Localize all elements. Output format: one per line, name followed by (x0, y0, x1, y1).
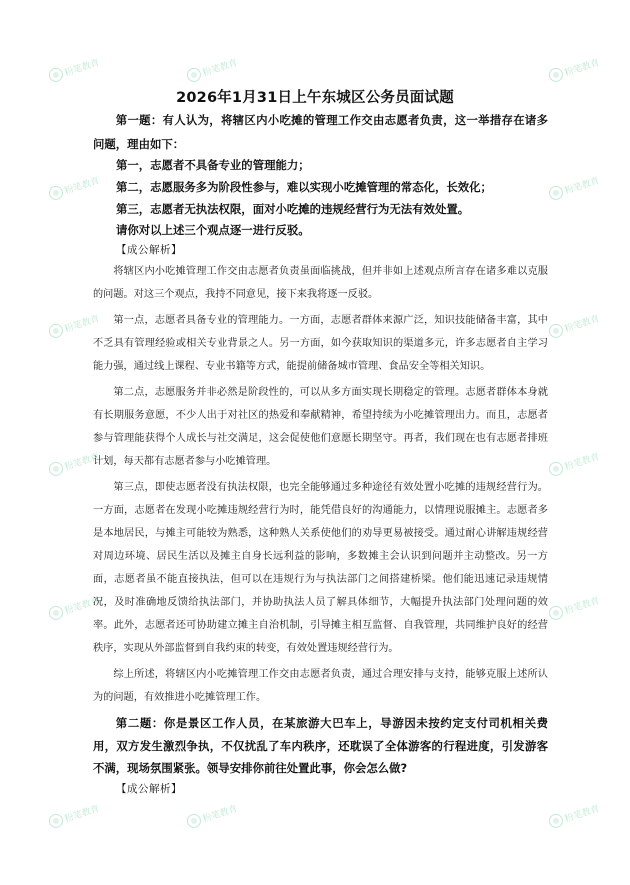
analysis-paragraph: 第三点，即使志愿者没有执法权限，也完全能够通过多种途径有效处置小吃摊的违规经营行为。一方面，志愿者在发现小吃摊违规经营行为时，能凭借良好的沟通能力，以情理说服摊主。志愿者多是本地居民，与摊主可能较为熟悉，这种熟人关系使他们的劝导更易被接受。通过耐心讲解违规经营对周边环境、居民生活以及摊主自身长远利益的影响，多数摊主会认识到问题并主动整改。另一方面，志愿者虽不能直接执法，但可以在违规行为与执法部门之间搭建桥梁。他们能迅速记录违规情况，及时准确地反馈给执法部门，并协助执法人员了解具体细节，大幅提升执法部门处理问题的效率。此外，志愿者还可协助建立摊主自治机制，引导摊主相互监督、自我管理，共同维护良好的经营秩序，实现从外部监督到自我约束的转变，有效处置违规经营行为。 (93, 482, 548, 654)
question-1-point-3: 第三，志愿者无执法权限，面对小吃摊的违规经营行为无法有效处置。 (116, 202, 470, 216)
analysis-paragraph: 第二点，志愿服务并非必然是阶段性的，可以从多方面实现长期稳定的管理。志愿者群体本身就有长期服务意愿，不少人出于对社区的热爱和奉献精神，希望持续为小吃摊管理出力。而且，志愿者参与管理能获得个人成长与社交满足，这会促使他们意愿长期坚守。再者，我们现在也有志愿者排班计划，每天都有志愿者参与小吃摊管理。 (93, 387, 548, 467)
watermark-icon: 粉笔教育 (47, 172, 101, 201)
question-2-text: 第二题：你是景区工作人员，在某旅游大巴车上，导游因未按约定支付司机相关费用，双方发生激烈争执，不仅扰乱了车内秩序，还耽误了全体游客的行程进度，引发游客不满，现场氛围紧张。领导安排你前往处置此事，你会怎么做? (93, 716, 548, 775)
watermark-icon: 粉笔教育 (547, 310, 601, 339)
question-1-ask: 请你对以上述三个观点逐一进行反驳。 (116, 223, 310, 237)
fenbi-logo-icon (547, 460, 565, 478)
question-1-intro: 第一题：有人认为，将辖区内小吃摊的管理工作交由志愿者负责，这一举措存在诸多问题，理由如下： (93, 113, 548, 151)
analysis-paragraph: 第一点，志愿者具备专业的管理能力。一方面，志愿者群体来源广泛，知识技能储备丰富，其中不乏具有管理经验或相关专业背景之人。另一方面，如今获取知识的渠道多元，许多志愿者自主学习能力强，通过线上课程、专业书籍等方式，能提前储备城市管理、食品安全等相关知识。 (93, 315, 548, 372)
watermark-icon: 粉笔教育 (185, 800, 239, 829)
fenbi-logo-icon (547, 66, 565, 84)
fenbi-logo-icon (47, 812, 65, 830)
fenbi-logo-icon (47, 604, 65, 622)
fenbi-logo-icon (185, 812, 203, 830)
analysis-body (93, 260, 548, 709)
watermark-icon: 粉笔教育 (47, 54, 101, 83)
watermark-icon: 粉笔教育 (185, 54, 239, 83)
fenbi-logo-icon (47, 184, 65, 202)
fenbi-logo-icon (47, 460, 65, 478)
watermark-icon: 粉笔教育 (547, 448, 601, 477)
fenbi-logo-icon (185, 66, 203, 84)
question-2 (93, 712, 548, 780)
fenbi-logo-icon (47, 66, 65, 84)
fenbi-logo-icon (547, 812, 565, 830)
question-1-point-2: 第二，志愿服务多为阶段性参与，难以实现小吃摊管理的常态化，长效化； (116, 180, 492, 194)
analysis-tag: 【成公解析】 (116, 783, 182, 795)
fenbi-logo-icon (547, 184, 565, 202)
watermark-icon: 粉笔教育 (547, 800, 601, 829)
watermark-icon: 粉笔教育 (547, 592, 601, 621)
watermark-icon: 粉笔教育 (47, 592, 101, 621)
watermark-icon: 粉笔教育 (47, 800, 101, 829)
analysis-paragraph: 将辖区内小吃摊管理工作交由志愿者负责虽面临挑战，但并非如上述观点所言存在诸多难以克服的问题。对这三个观点，我持不同意见，接下来我将逐一反驳。 (93, 266, 548, 300)
fenbi-logo-icon (547, 604, 565, 622)
analysis-paragraph: 综上所述，将辖区内小吃摊管理工作交由志愿者负责，通过合理安排与支持，能够克服上述所认为的问题，有效推进小吃摊管理工作。 (93, 669, 548, 703)
fenbi-logo-icon (47, 322, 65, 340)
fenbi-logo-icon (547, 322, 565, 340)
watermark-icon: 粉笔教育 (47, 310, 101, 339)
question-1-point-1: 第一，志愿者不具备专业的管理能力； (116, 158, 310, 172)
watermark-icon: 粉笔教育 (547, 54, 601, 83)
watermark-icon: 粉笔教育 (547, 172, 601, 201)
analysis-tag: 【成公解析】 (116, 244, 182, 256)
page-title: 2026年1月31日上午东城区公务员面试题 (176, 90, 454, 106)
watermark-icon: 粉笔教育 (47, 448, 101, 477)
